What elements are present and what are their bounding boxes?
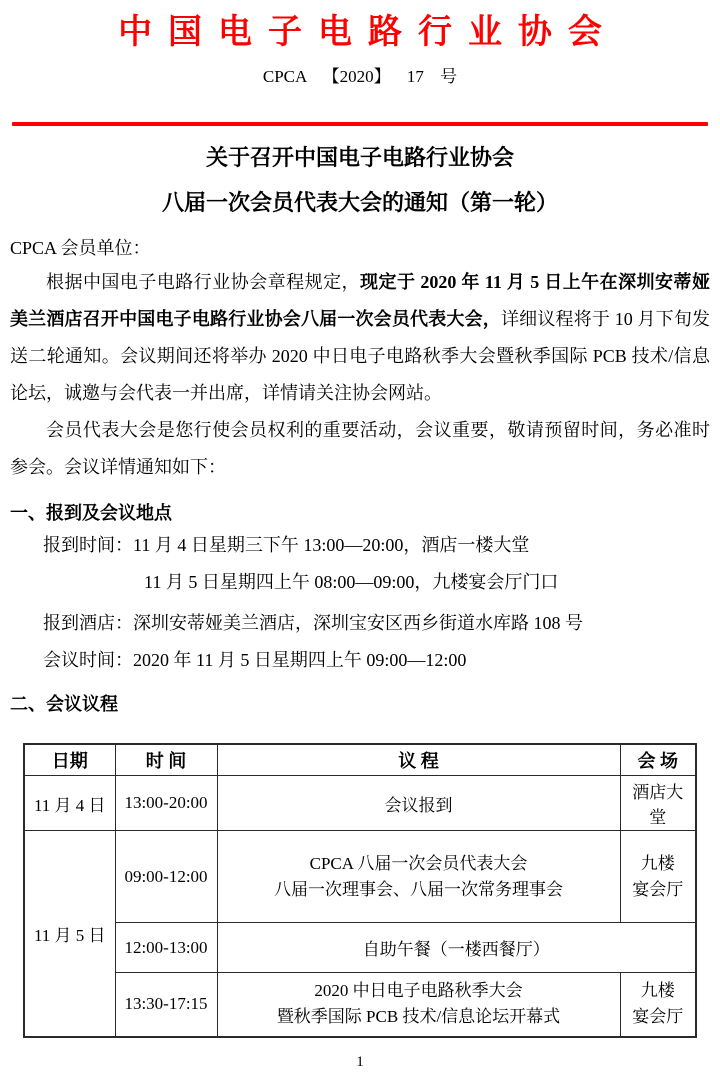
venue-ballroom2-line-2: 宴会厅	[632, 1007, 684, 1027]
cell-time-autumn-meeting: 13:30-17:15	[115, 973, 217, 1037]
cell-time-registration: 13:00-20:00	[115, 776, 217, 831]
cell-venue-lobby: 酒店大堂	[620, 776, 696, 831]
section-1-details	[10, 527, 710, 679]
agenda-table-header-row	[24, 744, 696, 776]
paragraph-1-bold: 现定于 2020 年 11 月 5 日上午在深圳安蒂娅美兰酒店召开中国电子电路行业协会八届一次会员代表大会，	[10, 272, 711, 329]
cell-agenda-lunch: 自助午餐（一楼西餐厅）	[217, 923, 696, 973]
paragraph-1-rest: 详细议程将于 10 月下旬发送二轮通知。会议期间还将举办 2020 中日电子电路秋季大会暨秋季国际 PCB 技术/信息论坛，诚邀与会代表一并出席，详情请关注协会网站。	[10, 309, 711, 403]
meeting-time-line	[10, 642, 710, 679]
paragraph-2: 会员代表大会是您行使会员权利的重要活动，会议重要，敬请预留时间，务必准时参会。会议详情通知如下：	[10, 420, 710, 477]
salutation: CPCA 会员单位：	[10, 238, 151, 258]
cell-agenda-registration: 会议报到	[217, 776, 620, 831]
paragraph-1	[10, 264, 710, 412]
notice-title-line-1: 关于召开中国电子电路行业协会	[205, 145, 514, 170]
table-row	[24, 923, 696, 973]
meeting-time-label: 会议时间：	[43, 650, 133, 670]
cell-time-lunch: 12:00-13:00	[115, 923, 217, 973]
column-header-date: 日期	[24, 744, 115, 776]
page-number: 1	[356, 1053, 364, 1070]
cell-date-nov5: 11 月 5 日	[24, 831, 115, 1037]
agenda-table	[23, 743, 697, 1038]
table-row	[24, 776, 696, 831]
cell-venue-ballroom-1	[620, 831, 696, 923]
registration-time-value-1: 11 月 4 日星期三下午 13:00—20:00，酒店一楼大堂	[133, 535, 530, 555]
agenda-assembly-line-1: CPCA 八届一次会员代表大会	[309, 853, 528, 873]
cell-agenda-assembly	[217, 831, 620, 923]
notice-title-line-2: 八届一次会员代表大会的通知（第一轮）	[161, 190, 558, 215]
agenda-autumn-line-2: 暨秋季国际 PCB 技术/信息论坛开幕式	[276, 1007, 561, 1027]
column-header-time: 时 间	[115, 744, 217, 776]
registration-time-line-2	[10, 564, 710, 601]
registration-time-label: 报到时间：	[43, 535, 133, 555]
cell-venue-ballroom-2	[620, 973, 696, 1037]
agenda-assembly-line-2: 八届一次理事会、八届一次常务理事会	[274, 879, 563, 899]
venue-ballroom2-line-1: 九楼	[640, 981, 675, 1001]
registration-time-line-1	[10, 527, 710, 564]
venue-ballroom-line-1: 九楼	[640, 853, 675, 873]
paragraph-1-regular: 根据中国电子电路行业协会章程规定，	[46, 272, 361, 292]
column-header-venue: 会 场	[620, 744, 696, 776]
table-row	[24, 973, 696, 1037]
registration-hotel-line	[10, 605, 710, 642]
column-header-agenda: 议 程	[217, 744, 620, 776]
cell-time-assembly: 09:00-12:00	[115, 831, 217, 923]
registration-hotel-value: 深圳安蒂娅美兰酒店，深圳宝安区西乡街道水库路 108 号	[133, 613, 583, 633]
registration-hotel-label: 报到酒店：	[43, 613, 133, 633]
agenda-autumn-line-1: 2020 中日电子电路秋季大会	[314, 981, 523, 1001]
document-number: CPCA 【2020】 17 号	[262, 67, 458, 86]
letterhead-divider	[12, 122, 708, 126]
section-2-heading: 二、会议议程	[10, 694, 118, 714]
cell-date-nov4: 11 月 4 日	[24, 776, 115, 831]
letterhead-org-name: 中国电子电路行业协会	[118, 13, 618, 51]
table-row	[24, 831, 696, 923]
venue-ballroom-line-2: 宴会厅	[632, 879, 684, 899]
registration-time-value-2: 11 月 5 日星期四上午 08:00—09:00，九楼宴会厅门口	[144, 572, 559, 592]
cell-agenda-autumn-meeting	[217, 973, 620, 1037]
meeting-time-value: 2020 年 11 月 5 日星期四上午 09:00—12:00	[133, 650, 467, 670]
section-1-heading: 一、报到及会议地点	[10, 503, 172, 523]
